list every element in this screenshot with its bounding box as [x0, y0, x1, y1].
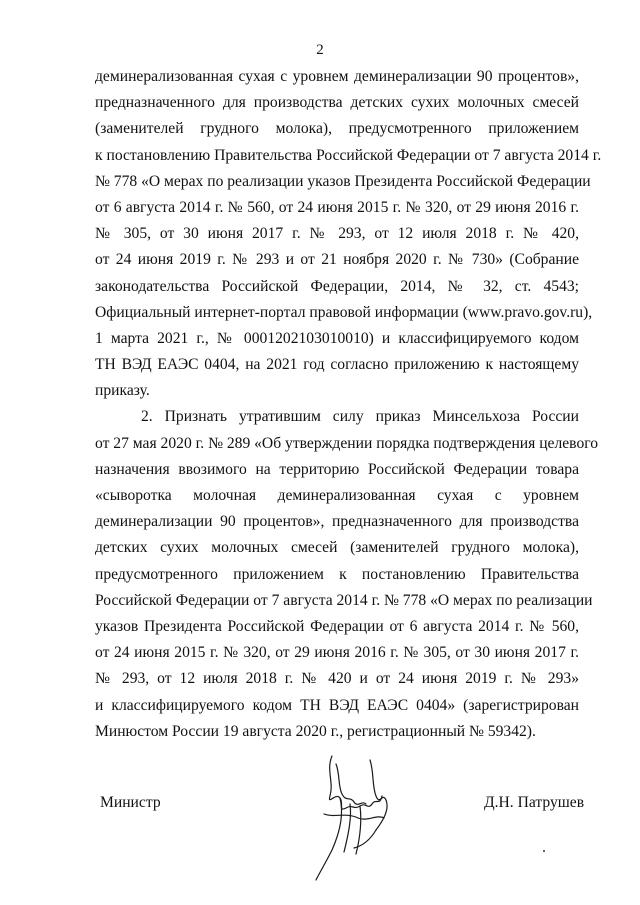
text-line: Официальный интернет-портал правовой информации (www.pravo.gov.ru), [95, 303, 593, 321]
text-line: деминерализованная сухая с уровнем деминерализации 90 процентов», [95, 68, 579, 85]
text-line: приказу. [95, 382, 150, 400]
text-line: предназначенного для производства детских сухих молочных смесей [95, 94, 579, 112]
text-line: назначения ввозимого на территорию Российской Федерации товара [95, 460, 579, 478]
text-line: № 778 «О мерах по реализации указов Президента Российской Федерации [95, 172, 591, 190]
page-number: 2 [316, 42, 324, 58]
text-line: и классифицируемого кодом ТН ВЭД ЕАЭС 0404» (зарегистрирован [95, 696, 579, 714]
text-line: «сыворотка молочная деминерализованная сухая с уровнем [95, 487, 579, 504]
signer-title: Министр [100, 794, 161, 811]
text-line: 2. Признать утратившим силу приказ Минсельхоза России [141, 408, 579, 426]
ink-dot [543, 850, 545, 852]
paragraph-2 [95, 404, 599, 744]
text-line: законодательства Российской Федерации, 2014, № 32, ст. 4543; [95, 277, 579, 295]
text-line: указов Президента Российской Федерации от 6 августа 2014 г. № 560, [95, 617, 579, 635]
text-line: к постановлению Правительства Российской Федерации от 7 августа 2014 г. [95, 146, 602, 164]
text-line: детских сухих молочных смесей (заменителей грудного молока), [95, 539, 579, 557]
text-line: 1 марта 2021 г., № 0001202103010010) и классифицируемого кодом [95, 329, 579, 347]
text-line: № 305, от 30 июня 2017 г. № 293, от 12 июля 2018 г. № 420, [95, 225, 579, 243]
text-line: Минюстом России 19 августа 2020 г., регистрационный № 59342). [95, 722, 536, 740]
body-text [95, 64, 602, 745]
text-line: ТН ВЭД ЕАЭС 0404, на 2021 год согласно приложению к настоящему [95, 356, 579, 374]
text-line: от 24 июня 2015 г. № 320, от 29 июня 2016 г. № 305, от 30 июня 2017 г. [95, 644, 579, 662]
text-line: от 24 июня 2019 г. № 293 и от 21 ноября 2020 г. № 730» (Собрание [95, 251, 579, 269]
text-line: от 6 августа 2014 г. № 560, от 24 июня 2015 г. № 320, от 29 июня 2016 г. [95, 198, 579, 216]
text-line: № 293, от 12 июля 2018 г. № 420 и от 24 июня 2019 г. № 293» [95, 670, 579, 688]
text-line: (заменителей грудного молока), предусмотренного приложением [95, 120, 579, 138]
text-line: деминерализации 90 процентов», предназначенного для производства [95, 513, 579, 531]
text-line: Российской Федерации от 7 августа 2014 г. № 778 «О мерах по реализации [95, 591, 593, 609]
signer-name: Д.Н. Патрушев [484, 794, 585, 811]
text-line: от 27 мая 2020 г. № 289 «Об утверждении порядка подтверждения целевого [95, 434, 599, 452]
paragraph-1 [95, 64, 602, 404]
text-line: предусмотренного приложением к постановлению Правительства [95, 565, 579, 583]
signature-block [0, 752, 640, 892]
handwritten-signature [310, 752, 400, 882]
